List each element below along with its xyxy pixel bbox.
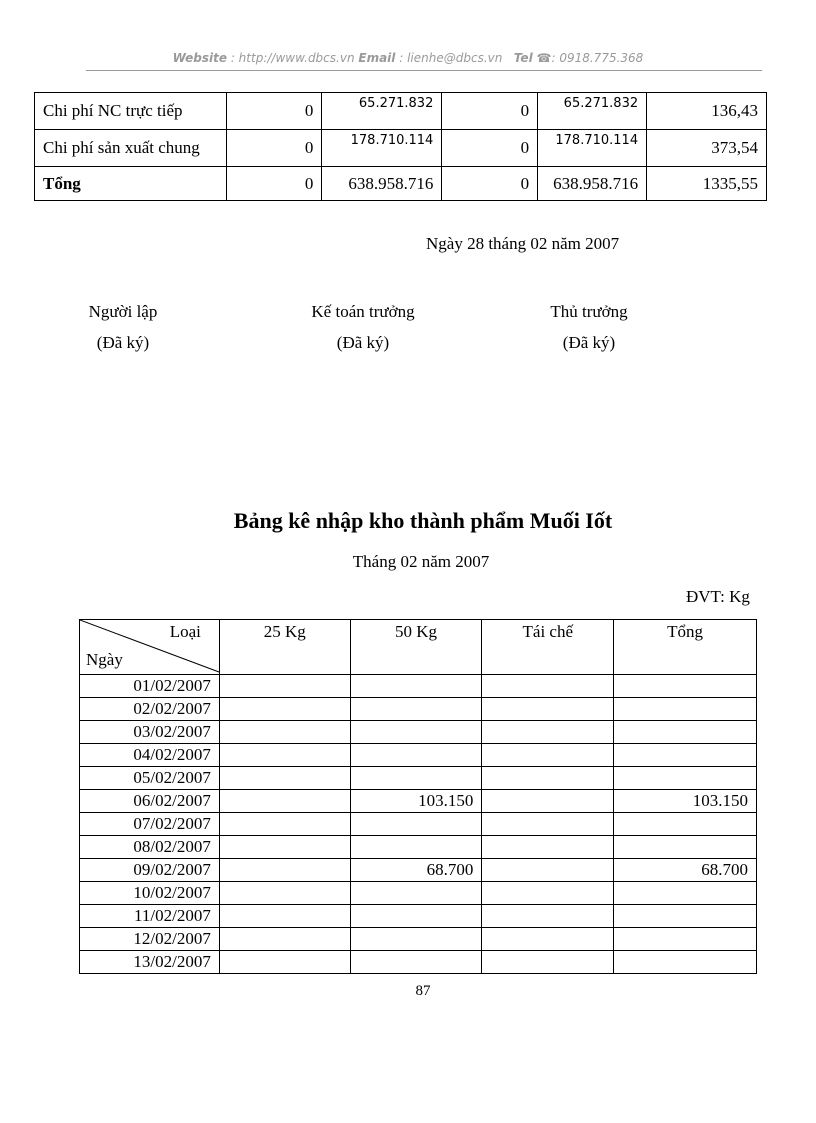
date-cell: 03/02/2007 <box>80 721 220 744</box>
value-cell <box>350 813 482 836</box>
value-cell <box>482 744 614 767</box>
value-cell <box>350 767 482 790</box>
cost-cell: 178.710.114 <box>322 130 442 167</box>
cost-name: Chi phí sản xuất chung <box>35 130 227 167</box>
table-row <box>80 675 757 698</box>
diagonal-header-cell <box>80 620 220 675</box>
value-cell <box>614 882 757 905</box>
date-cell: 02/02/2007 <box>80 698 220 721</box>
value-cell <box>614 675 757 698</box>
stock-table-body <box>80 675 757 974</box>
value-cell <box>219 928 350 951</box>
value-cell: 103.150 <box>614 790 757 813</box>
cost-table <box>34 92 767 201</box>
email-label: Email <box>358 51 396 65</box>
value-cell <box>482 813 614 836</box>
column-header: Tái chế <box>482 620 614 675</box>
value-cell <box>350 721 482 744</box>
table-row <box>80 836 757 859</box>
value-cell <box>482 951 614 974</box>
value-cell <box>219 905 350 928</box>
date-cell: 09/02/2007 <box>80 859 220 882</box>
value-cell <box>219 951 350 974</box>
value-cell <box>350 836 482 859</box>
value-cell <box>350 928 482 951</box>
header-type: Loại <box>169 622 201 641</box>
value-cell <box>219 790 350 813</box>
value-cell <box>219 767 350 790</box>
page-header <box>0 51 816 65</box>
value-cell <box>219 744 350 767</box>
value-cell <box>482 882 614 905</box>
date-line: Ngày 28 tháng 02 năm 2007 <box>426 234 620 253</box>
date-cell: 05/02/2007 <box>80 767 220 790</box>
table-row <box>80 698 757 721</box>
table-row <box>80 905 757 928</box>
date-cell: 11/02/2007 <box>80 905 220 928</box>
value-cell <box>614 767 757 790</box>
table-row <box>80 928 757 951</box>
cost-cell: 0 <box>226 93 322 130</box>
table-row <box>80 859 757 882</box>
column-header: Tổng <box>614 620 757 675</box>
value-cell <box>219 721 350 744</box>
value-cell <box>219 698 350 721</box>
cost-cell: 0 <box>442 167 538 201</box>
column-header: 25 Kg <box>219 620 350 675</box>
header-date: Ngày <box>86 650 123 669</box>
cost-cell: 638.958.716 <box>538 167 647 201</box>
email-value[interactable]: : lienhe@dbcs.vn <box>399 51 503 65</box>
page-number: 87 <box>415 983 431 999</box>
cost-name: Chi phí NC trực tiếp <box>35 93 227 130</box>
cost-cell: 0 <box>442 93 538 130</box>
cost-cell: 136,43 <box>647 93 767 130</box>
date-cell: 06/02/2007 <box>80 790 220 813</box>
value-cell <box>482 767 614 790</box>
date-cell: 08/02/2007 <box>80 836 220 859</box>
cost-cell: 65.271.832 <box>322 93 442 130</box>
website-label: Website <box>172 51 227 65</box>
date-cell: 10/02/2007 <box>80 882 220 905</box>
table-row <box>80 721 757 744</box>
cost-cell: 0 <box>226 130 322 167</box>
cost-cell: 373,54 <box>647 130 767 167</box>
value-cell: 103.150 <box>350 790 482 813</box>
value-cell <box>614 836 757 859</box>
unit-label: ĐVT: Kg <box>686 587 750 606</box>
value-cell <box>614 905 757 928</box>
value-cell <box>350 905 482 928</box>
signature-note: (Đã ký) <box>96 333 150 352</box>
value-cell <box>482 721 614 744</box>
value-cell <box>350 698 482 721</box>
table-row <box>35 130 767 167</box>
value-cell <box>350 744 482 767</box>
value-cell <box>219 675 350 698</box>
date-cell: 04/02/2007 <box>80 744 220 767</box>
value-cell <box>350 675 482 698</box>
value-cell <box>482 698 614 721</box>
value-cell <box>614 698 757 721</box>
cost-cell: 0 <box>442 130 538 167</box>
header-divider <box>86 70 762 71</box>
value-cell <box>482 836 614 859</box>
signature-note: (Đã ký) <box>336 333 390 352</box>
table-row <box>80 951 757 974</box>
value-cell <box>219 859 350 882</box>
value-cell <box>219 882 350 905</box>
value-cell <box>482 675 614 698</box>
phone-icon: ☎ <box>536 51 552 65</box>
value-cell: 68.700 <box>350 859 482 882</box>
tel-label: Tel <box>513 51 533 65</box>
date-cell: 13/02/2007 <box>80 951 220 974</box>
stock-table <box>79 619 757 974</box>
signature-block <box>529 302 649 353</box>
cost-cell: 638.958.716 <box>322 167 442 201</box>
signature-role: Kế toán trưởng <box>311 302 415 321</box>
stock-table-title: Bảng kê nhập kho thành phẩm Muối Iốt <box>233 508 613 533</box>
signature-block <box>63 302 183 353</box>
value-cell <box>482 928 614 951</box>
tel-value: : 0918.775.368 <box>551 51 644 65</box>
value-cell <box>219 836 350 859</box>
value-cell <box>614 928 757 951</box>
cost-cell: 1335,55 <box>647 167 767 201</box>
signature-note: (Đã ký) <box>562 333 616 352</box>
value-cell <box>482 905 614 928</box>
value-cell <box>614 813 757 836</box>
value-cell <box>350 882 482 905</box>
date-cell: 01/02/2007 <box>80 675 220 698</box>
cost-cell: 0 <box>226 167 322 201</box>
table-header-row <box>80 620 757 675</box>
stock-table-subtitle: Tháng 02 năm 2007 <box>352 552 490 571</box>
signature-role: Người lập <box>88 302 158 321</box>
date-cell: 12/02/2007 <box>80 928 220 951</box>
cost-cell: 65.271.832 <box>538 93 647 130</box>
table-row <box>80 882 757 905</box>
column-header: 50 Kg <box>350 620 482 675</box>
value-cell <box>614 721 757 744</box>
signature-role: Thủ trưởng <box>550 302 628 321</box>
table-row <box>80 767 757 790</box>
table-row <box>80 790 757 813</box>
value-cell <box>219 813 350 836</box>
value-cell: 68.700 <box>614 859 757 882</box>
value-cell <box>482 859 614 882</box>
value-cell <box>614 951 757 974</box>
value-cell <box>482 790 614 813</box>
cost-name: Tổng <box>35 167 227 201</box>
table-row <box>80 744 757 767</box>
table-row-total <box>35 167 767 201</box>
table-row <box>80 813 757 836</box>
cost-cell: 178.710.114 <box>538 130 647 167</box>
value-cell <box>350 951 482 974</box>
value-cell <box>614 744 757 767</box>
website-value[interactable]: : http://www.dbcs.vn <box>230 51 355 65</box>
date-cell: 07/02/2007 <box>80 813 220 836</box>
signature-block <box>288 302 438 353</box>
table-row <box>35 93 767 130</box>
